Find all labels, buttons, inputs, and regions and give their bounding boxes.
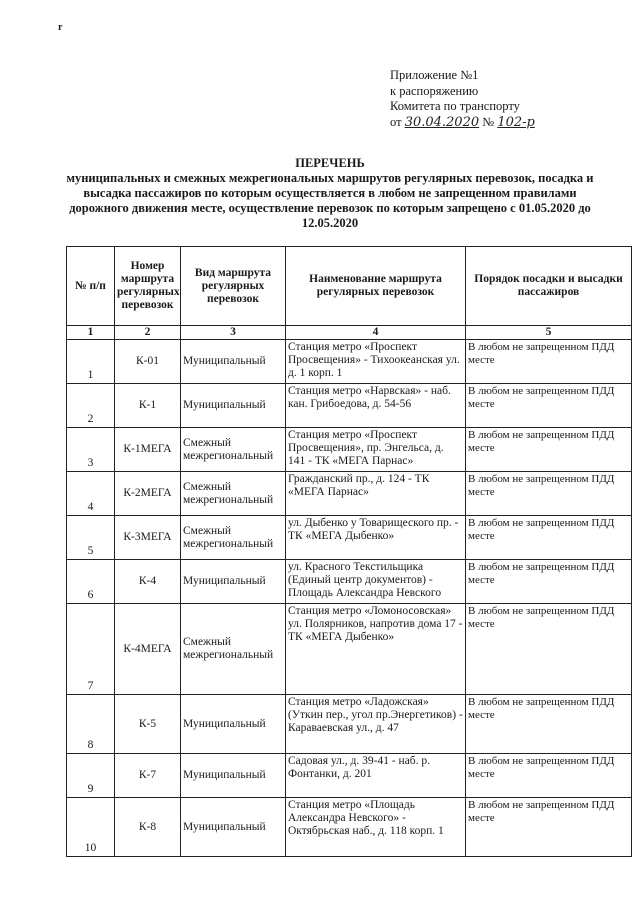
route-number: К-2МЕГА [115, 472, 181, 516]
table-row [67, 384, 632, 428]
header-index: № п/п [67, 247, 115, 326]
date-prefix: от [390, 114, 402, 129]
boarding-order: В любом не запрещенном ПДД месте [466, 695, 632, 754]
route-number: К-8 [115, 798, 181, 857]
row-index: 5 [67, 516, 115, 560]
boarding-order: В любом не запрещенном ПДД месте [466, 428, 632, 472]
boarding-order: В любом не запрещенном ПДД месте [466, 798, 632, 857]
route-type: Смежный межрегиональный [181, 428, 286, 472]
document-title [60, 156, 600, 231]
column-number: 3 [181, 326, 286, 340]
route-type: Муниципальный [181, 560, 286, 604]
column-numbers-row [67, 326, 632, 340]
route-name: Станция метро «Нарвская» - наб. кан. Грибоедова, д. 54-56 [286, 384, 466, 428]
route-type: Муниципальный [181, 754, 286, 798]
boarding-order: В любом не запрещенном ПДД месте [466, 754, 632, 798]
corner-mark: r [58, 22, 63, 33]
row-index: 6 [67, 560, 115, 604]
row-index: 7 [67, 604, 115, 695]
route-name: ул. Красного Текстильщика (Единый центр документов) - Площадь Александра Невского [286, 560, 466, 604]
title-text: муниципальных и смежных межрегиональных маршрутов регулярных перевозок, посадка и высадка пассажиров по которым осуществляется в любом не запрещенном правилами дорожного движения месте, осуществление перевозок по которым запрещено с 01.05.2020 до 12.05.2020 [66, 171, 594, 230]
route-name: Гражданский пр., д. 124 - ТК «МЕГА Парнас» [286, 472, 466, 516]
route-type: Муниципальный [181, 340, 286, 384]
route-name: Садовая ул., д. 39-41 - наб. р. Фонтанки, д. 201 [286, 754, 466, 798]
header-route-number: Номер маршрута регулярных перевозок [115, 247, 181, 326]
header-boarding-order: Порядок посадки и высадки пассажиров [466, 247, 632, 326]
route-name: ул. Дыбенко у Товарищеского пр. - ТК «МЕГА Дыбенко» [286, 516, 466, 560]
route-number: К-5 [115, 695, 181, 754]
boarding-order: В любом не запрещенном ПДД месте [466, 604, 632, 695]
table-header-row [67, 247, 632, 326]
table-row [67, 428, 632, 472]
row-index: 4 [67, 472, 115, 516]
boarding-order: В любом не запрещенном ПДД месте [466, 516, 632, 560]
route-number: К-3МЕГА [115, 516, 181, 560]
table-row [67, 754, 632, 798]
header-route-name: Наименование маршрута регулярных перевозок [286, 247, 466, 326]
row-index: 2 [67, 384, 115, 428]
route-number: К-01 [115, 340, 181, 384]
appendix-date-line [390, 115, 535, 131]
column-number: 2 [115, 326, 181, 340]
routes-table [66, 246, 632, 857]
route-name: Станция метро «Проспект Просвещения» - Тихоокеанская ул. д. 1 корп. 1 [286, 340, 466, 384]
boarding-order: В любом не запрещенном ПДД месте [466, 340, 632, 384]
route-type: Смежный межрегиональный [181, 604, 286, 695]
route-number: К-4МЕГА [115, 604, 181, 695]
route-number: К-1 [115, 384, 181, 428]
table-row [67, 516, 632, 560]
row-index: 10 [67, 798, 115, 857]
row-index: 1 [67, 340, 115, 384]
route-number: К-7 [115, 754, 181, 798]
date-value: 30.04.2020 [404, 114, 480, 130]
table-row [67, 604, 632, 695]
row-index: 3 [67, 428, 115, 472]
appendix-line-1: Приложение №1 [390, 68, 479, 82]
route-name: Станция метро «Площадь Александра Невского» - Октябрьская наб., д. 118 корп. 1 [286, 798, 466, 857]
table-row [67, 695, 632, 754]
column-number: 5 [466, 326, 632, 340]
table-row [67, 472, 632, 516]
number-value: 102-р [497, 114, 535, 130]
route-name: Станция метро «Ладожская» (Уткин пер., угол пр.Энергетиков) - Караваевская ул., д. 47 [286, 695, 466, 754]
boarding-order: В любом не запрещенном ПДД месте [466, 560, 632, 604]
row-index: 9 [67, 754, 115, 798]
route-type: Муниципальный [181, 798, 286, 857]
table-row [67, 340, 632, 384]
route-type: Смежный межрегиональный [181, 472, 286, 516]
number-prefix: № [482, 114, 495, 129]
route-type: Смежный межрегиональный [181, 516, 286, 560]
appendix-line-2: к распоряжению [390, 83, 479, 98]
column-number: 1 [67, 326, 115, 340]
table-row [67, 560, 632, 604]
column-number: 4 [286, 326, 466, 340]
route-type: Муниципальный [181, 384, 286, 428]
appendix-block [390, 68, 535, 130]
table-row [67, 798, 632, 857]
boarding-order: В любом не запрещенном ПДД месте [466, 472, 632, 516]
header-route-type: Вид маршрута регулярных перевозок [181, 247, 286, 326]
route-name: Станция метро «Проспект Просвещения», пр. Энгельса, д. 141 - ТК «МЕГА Парнас» [286, 428, 466, 472]
route-number: К-4 [115, 560, 181, 604]
appendix-line-3: Комитета по транспорту [390, 99, 520, 113]
route-type: Муниципальный [181, 695, 286, 754]
route-name: Станция метро «Ломоносовская» ул. Полярников, напротив дома 17 - ТК «МЕГА Дыбенко» [286, 604, 466, 695]
title-heading: ПЕРЕЧЕНЬ [295, 156, 365, 170]
boarding-order: В любом не запрещенном ПДД месте [466, 384, 632, 428]
route-number: К-1МЕГА [115, 428, 181, 472]
row-index: 8 [67, 695, 115, 754]
